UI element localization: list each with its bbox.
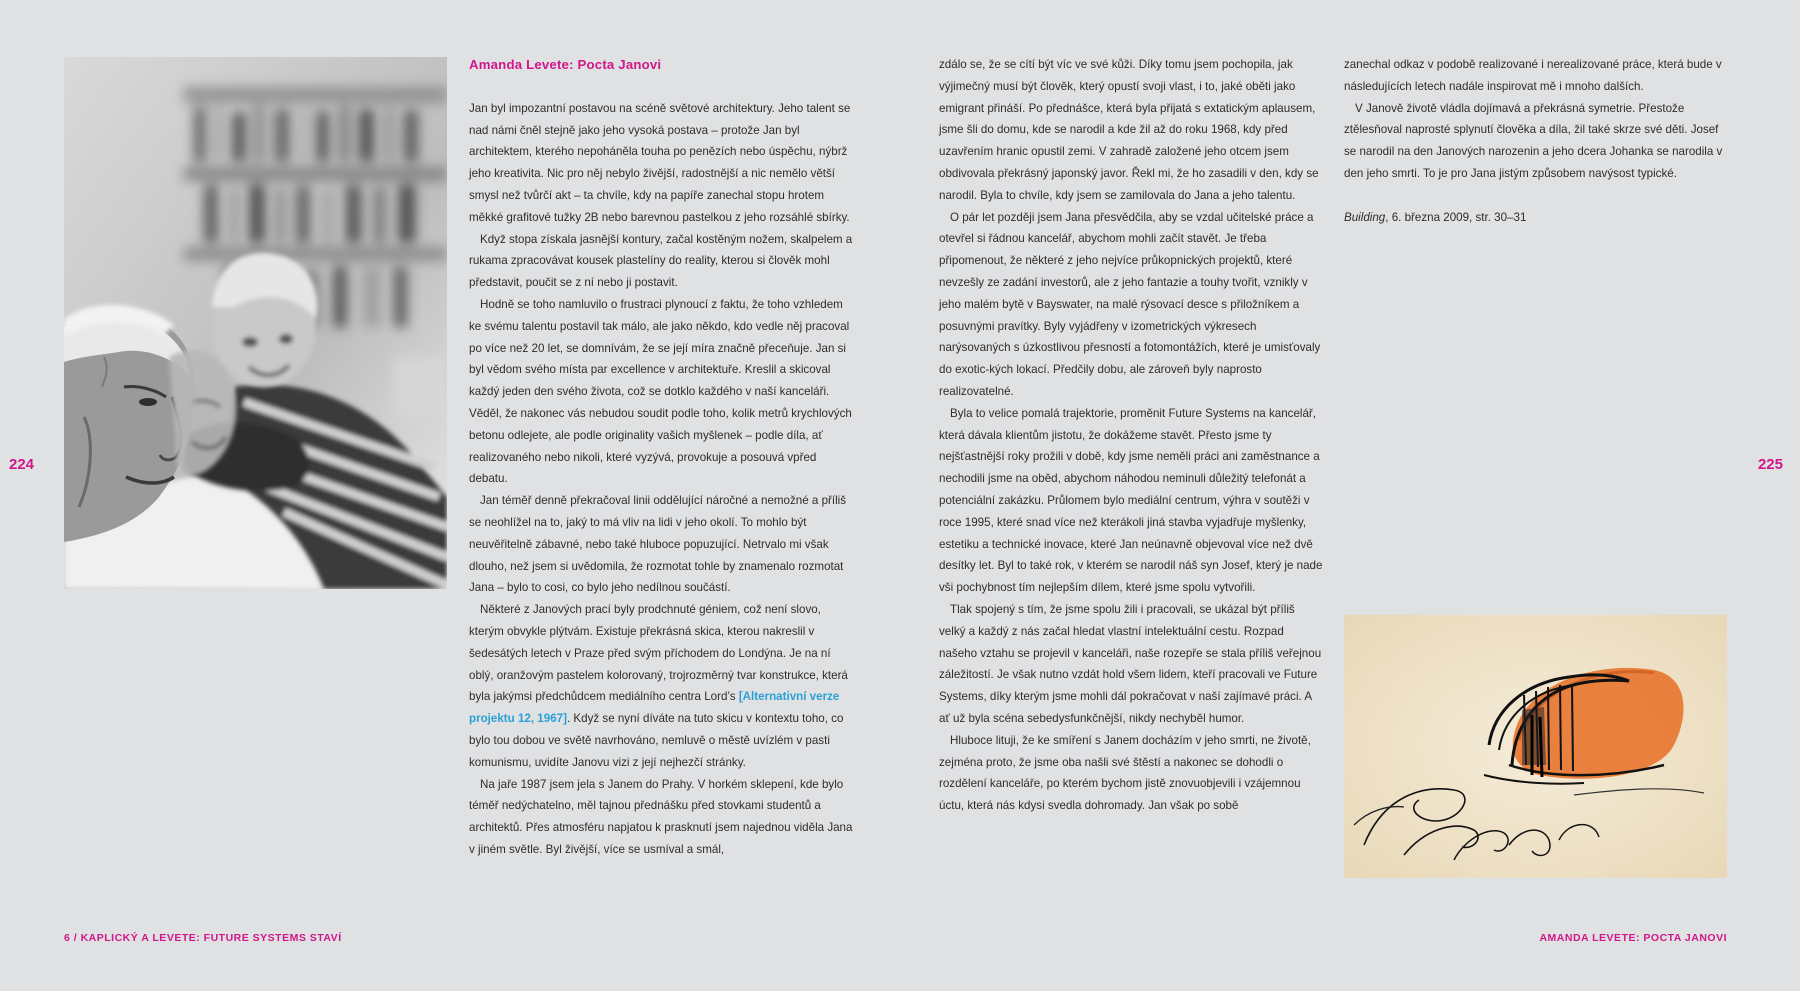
- article-column-3: [1344, 54, 1729, 228]
- paragraph: [469, 599, 854, 773]
- footer-chapter-title: AMANDA LEVETE: POCTA JANOVI: [1539, 932, 1727, 944]
- article-column-1: [469, 54, 854, 861]
- spacer: [1344, 185, 1729, 207]
- paragraph: zanechal odkaz v podobě realizované i nerealizované práce, která bude v následujících letech nadále inspirovat mě i mnoho dalších.: [1344, 58, 1722, 93]
- article-heading: Amanda Levete: Pocta Janovi: [469, 57, 662, 72]
- page-number-left: 224: [9, 456, 35, 473]
- paragraph: Jan byl impozantní postavou na scéně světové architektury. Jeho talent se nad námi čněl stejně jako jeho vysoká postava – protože Jan byl architektem, kterého nepoháněla touha po penězích nebo úspěchu, nýbrž jeho kreativita. Nic pro něj nebylo živější, radostnější a nic nemělo větší smysl než tvůrčí akt – ta chvíle, kdy na papíře zanechal stopu hrotem měkké grafitové tužky 2B nebo barevnou pastelkou z jeho rozsáhlé sbírky.: [469, 101, 851, 224]
- paragraph: Hodně se toho namluvilo o frustraci plynoucí z faktu, že toho vzhledem ke svému talentu postavil tak málo, ale jako někdo, kdo vedle něj pracoval po více než 20 let, se domnívám, že se její míra značně přeceňuje. Jan si byl vědom svého místa par excellence v architektuře. Kreslil a skicoval každý jeden den svého života, což se dotklo každého v naší kanceláři. Věděl, že nakonec vás nebudou soudit podle toho, kolik metrů krychlových betonu odlejete, ale podle originality vašich myšlenek – podle díla, ať realizovaného nebo nikoli, které vyzývá, provokuje a posouvá vpřed debatu.: [469, 297, 852, 486]
- source-title: Building: [1344, 210, 1386, 224]
- page-number-right: 225: [1757, 456, 1783, 473]
- paragraph: V Janově životě vládla dojímavá a překrásná symetrie. Přestože ztělesňoval naprosté splynutí člověka a díla, žil také skrze své děti. Josef se narodil na den Janových narozenin a jeho dcera Johanka se narodila v den jeho smrti. To je pro Jana jistým způsobem navýsost typické.: [1344, 101, 1723, 180]
- paragraph: Hluboce lituji, že ke smíření s Janem docházím v jeho smrti, ne životě, zejména proto, že jsme oba našli své štěstí a nakonec se dohodli o rozdělení kanceláře, po kterém bychom jistě znovuobjevili i vzájemnou úctu, která nás kdysi svedla dohromady. Jan však po sobě: [939, 733, 1311, 813]
- sketch-orange-form: [1344, 615, 1727, 878]
- paragraph: Tlak spojený s tím, že jsme spolu žili i pracovali, se ukázal být příliš velký a každý z nás začal hledat vlastní intelektuální cestu. Rozpad našeho vztahu se projevil v kanceláři, naše rozepře se stala příliš veřejnou záležitostí. Je však nutno vzdát hold všem lidem, kteří pracovali ve Future Systems, díky kterým jsme mohli dál pokračovat v naší zajímavé práci. A ať už byla scéna sebedysfunkčnější, nikdy nechyběl humor.: [939, 602, 1322, 725]
- source-details: , 6. března 2009, str. 30–31: [1385, 210, 1527, 224]
- paragraph: Když stopa získala jasnější kontury, začal kostěným nožem, skalpelem a rukama zpracovávat kousek plastelíny do reality, kterou si člověk mohl představit, poučit se z ní nebo ji postavit.: [469, 232, 853, 290]
- paragraph-text: Některé z Janových prací byly prodchnuté géniem, což není slovo, kterým obvykle plýtvám. Existuje překrásná skica, kterou nakreslil v šedesátých letech v Praze před svým příchodem do Londýna. Je na ní oblý, oranžovým pastelem kolorovaný, trojrozměrný tvar konstrukce, která byla jakýmsi předchůdcem mediálního centra Lord’s: [469, 603, 848, 704]
- article-column-2: [939, 54, 1324, 817]
- paragraph: Jan téměř denně překračoval linii oddělující náročné a nemožné a příliš se neohlížel na to, jaký to má vliv na lidi v jeho okolí. To mohlo být neuvěřitelně zábavné, nebo také hluboce popuzující. Netrvalo mi však dlouho, než jsem si uvědomila, že rozmotat tohle by znamenalo rozmotat Jana – bylo to cosi, co bylo jeho nedílnou součástí.: [469, 494, 847, 595]
- paragraph-text: . Když se nyní díváte na tuto skicu v kontextu toho, co bylo tou dobou ve světě navrhováno, nemluvě o městě uvízlém v pasti komunismu, uvidíte Janovu vizi z její nejhezčí stránky.: [469, 712, 844, 769]
- project-reference-link[interactable]: [Alternativní verze projektu 12, 1967]: [469, 690, 840, 726]
- paragraph: zdálo se, že se cítí být víc ve své kůži. Díky tomu jsem pochopila, jak výjimečný musí být člověk, který opustí svoji vlast, i to, jaké oběti jako emigrant přináší. Po přednášce, která byla přijatá s extatickým aplausem, jsme šli do domu, kde se narodil a kde žil až do roku 1968, kdy před uzavřením hranic opustil zemi. V zahradě založené jeho otcem jsem obdivovala překrásný japonský javor. Řekl mi, že ho zasadili v den, kdy se narodil. Byla to chvíle, kdy jsem se zamilovala do Jana a jeho talentu.: [939, 58, 1319, 202]
- footer-book-title: 6 / KAPLICKÝ A LEVETE: FUTURE SYSTEMS STAVÍ: [64, 932, 342, 944]
- paragraph: O pár let později jsem Jana přesvědčila, aby se vzdal učitelské práce a otevřel si řádnou kancelář, abychom mohli začít stavět. Je třeba připomenout, že některé z jeho nejvíce průkopnických projektů, které nevzešly ze zadání investorů, ale z jeho fantazie a touhy tvořit, vznikly v jeho malém bytě v Bayswater, na malé rýsovací desce s přiložníkem a posuvnými pravítky. Byly vyjádřeny v izometrických výkresech narýsovaných s úzkostlivou přesností a fotomontážích, které je umisťovaly do exotic-kých lokací. Předčily dobu, ale zároveň byly naprosto realizovatelné.: [939, 210, 1321, 398]
- paragraph: Byla to velice pomalá trajektorie, proměnit Future Systems na kancelář, která dávala klientům jistotu, že dokážeme stavět. Přesto jsme ty nejšťastnější roky prožili v době, kdy jsme neměli práci ani zaměstnance a nechodili jsme na oběd, abychom náhodou neminuli důležitý telefonát a potenciální zakázku. Průlomem bylo mediální centrum, výhra v soutěži v roce 1995, které snad více než kterákoli jiná stavba vyjadřuje myšlenky, estetiku a technické inovace, které Jan neúnavně objevoval více než dvě desítky let. Byl to také rok, v kterém se narodil náš syn Josef, který je nade vši pochybnost tím nejlepším dílem, které jsme spolu vytvořili.: [939, 406, 1323, 595]
- paragraph: Na jaře 1987 jsem jela s Janem do Prahy. V horkém sklepení, kde bylo téměř nedýchatelno, měl tajnou přednášku před stovkami studentů a architektů. Přes atmosféru napjatou k prasknutí jsem najednou viděla Jana v jiném světle. Byl živější, více se usmíval a smál,: [469, 777, 853, 856]
- source-citation: [1344, 207, 1729, 229]
- photo-jan-with-child: [64, 57, 447, 589]
